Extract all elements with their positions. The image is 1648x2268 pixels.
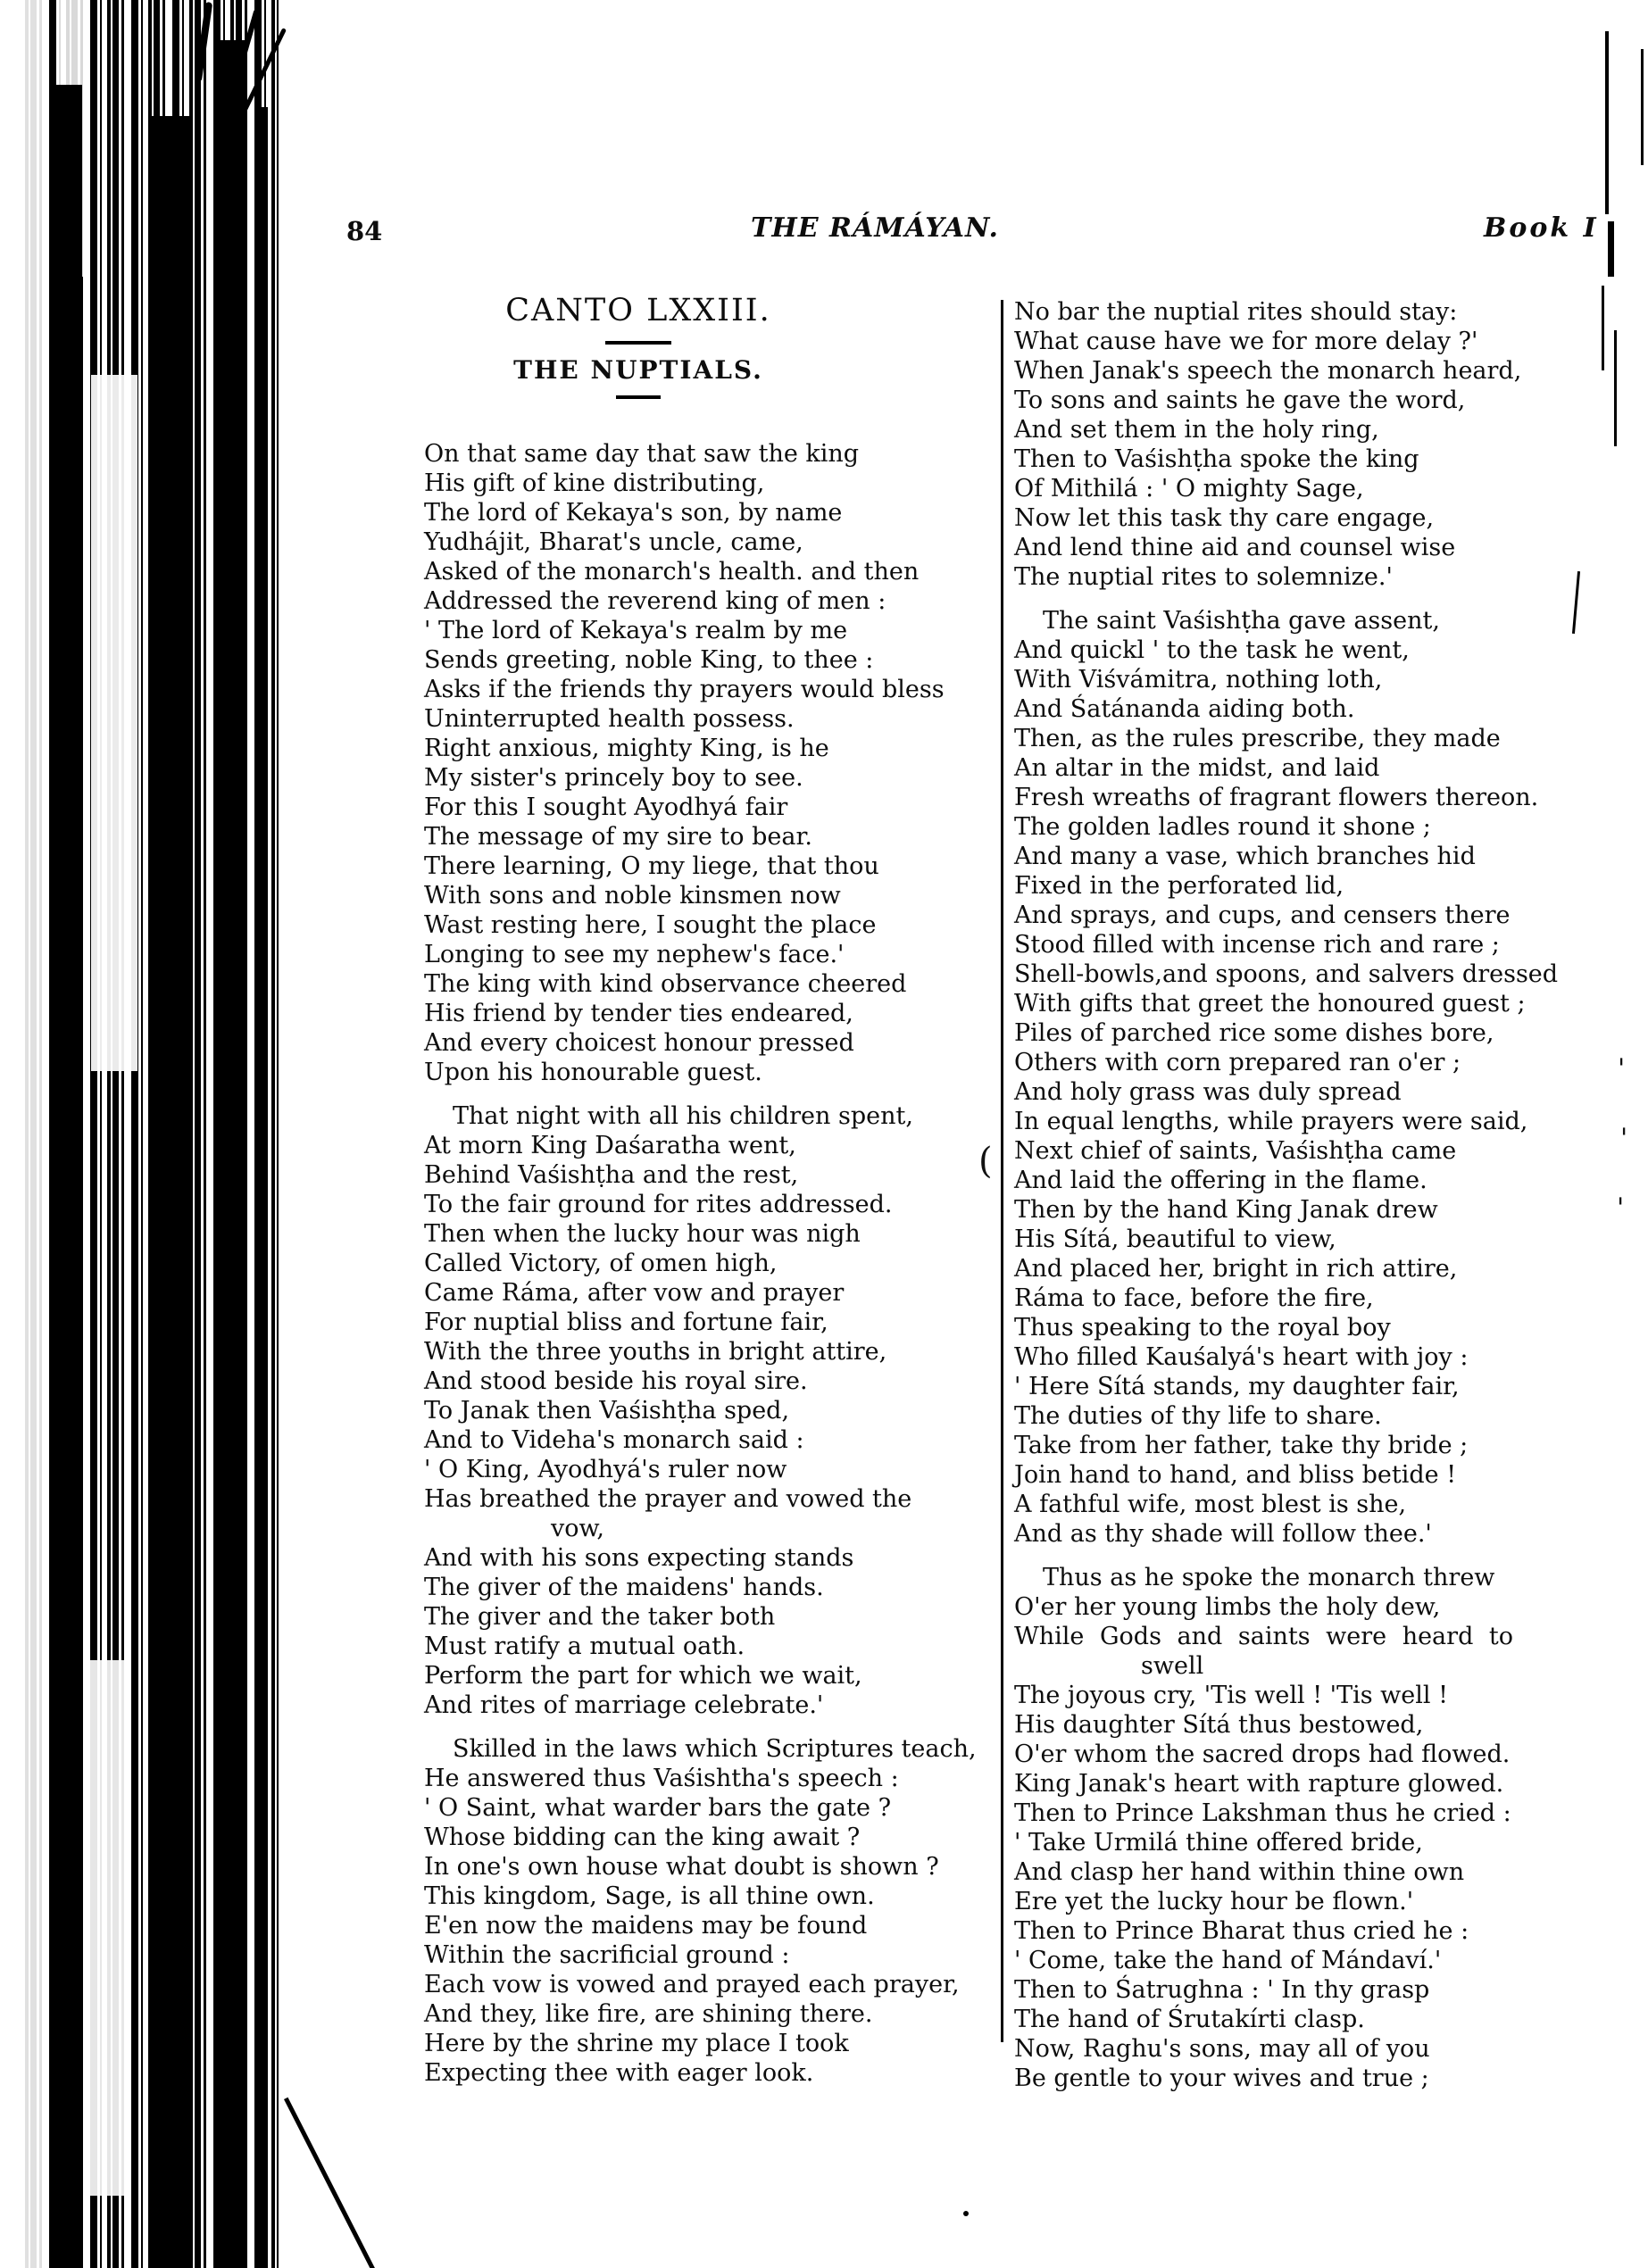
verse-line: Asked of the monarch's health. and then bbox=[424, 558, 920, 586]
verse-line: Then, as the rules prescribe, they made bbox=[1014, 725, 1501, 752]
verse-line: Then to Vaśishṭha spoke the king bbox=[1014, 445, 1419, 473]
verse-line: And set them in the holy ring, bbox=[1014, 416, 1379, 444]
scan-white-channel bbox=[87, 1660, 130, 2196]
verse-line: And many a vase, which branches hid bbox=[1014, 843, 1476, 870]
verse-line: In one's own house what doubt is shown ? bbox=[424, 1853, 939, 1881]
verse-line: Within the sacrificial ground : bbox=[424, 1941, 790, 1969]
verse-line: The hand of Śrutakírti clasp. bbox=[1014, 2006, 1365, 2033]
scan-white-channel bbox=[25, 0, 48, 2268]
verse-line: Then when the lucky hour was nigh bbox=[424, 1220, 861, 1248]
verse-line: For this I sought Ayodhyá fair bbox=[424, 793, 788, 821]
verse-line: On that same day that saw the king bbox=[424, 440, 860, 468]
scan-dot-mark bbox=[963, 2211, 969, 2216]
verse-line: The joyous cry, 'Tis well ! 'Tis well ! bbox=[1014, 1682, 1448, 1709]
verse-line: To the fair ground for rites addressed. bbox=[424, 1191, 893, 1218]
verse-line: Fresh wreaths of fragrant flowers thereon. bbox=[1014, 784, 1539, 811]
verse-line: Yudhájit, Bharat's uncle, came, bbox=[424, 528, 803, 556]
verse-line: And quickl ' to the task he went, bbox=[1014, 636, 1410, 664]
verse-line: Here by the shrine my place I took bbox=[424, 2030, 849, 2057]
verse-line: While Gods and saints were heard to bbox=[1014, 1623, 1514, 1650]
verse-line: vow, bbox=[551, 1515, 604, 1542]
verse-line: An altar in the midst, and laid bbox=[1014, 754, 1380, 782]
verse-line: And as thy shade will follow thee.' bbox=[1014, 1520, 1432, 1548]
right-verse-column bbox=[1014, 297, 1621, 2093]
verse-line: Expecting thee with eager look. bbox=[424, 2059, 814, 2087]
verse-line: Wast resting here, I sought the place bbox=[424, 911, 877, 939]
verse-line: And with his sons expecting stands bbox=[424, 1544, 854, 1572]
scan-ink-band bbox=[255, 107, 268, 2268]
stanza bbox=[424, 439, 986, 1087]
verse-line: At morn King Daśaratha went, bbox=[424, 1132, 796, 1159]
running-header-book: Book I bbox=[1484, 212, 1599, 244]
verse-line: Now, Raghu's sons, may all of you bbox=[1014, 2035, 1430, 2063]
verse-line: And to Videha's monarch said : bbox=[424, 1426, 804, 1454]
verse-line: When Janak's speech the monarch heard, bbox=[1014, 357, 1522, 385]
verse-line: Came Ráma, after vow and prayer bbox=[424, 1279, 845, 1307]
verse-line: Of Mithilá : ' O mighty Sage, bbox=[1014, 475, 1364, 503]
verse-line: ' The lord of Kekaya's realm by me bbox=[424, 617, 848, 644]
verse-line: For nuptial bliss and fortune fair, bbox=[424, 1308, 828, 1336]
verse-line: Then to Prince Bharat thus cried he : bbox=[1014, 1917, 1469, 1945]
running-header-title: THE RÁMÁYAN. bbox=[751, 212, 999, 244]
verse-line: ' O King, Ayodhyá's ruler now bbox=[424, 1456, 787, 1483]
verse-line: His gift of kine distributing, bbox=[424, 469, 765, 497]
verse-line: And Śatánanda aiding both. bbox=[1014, 695, 1355, 723]
verse-line: Now let this task thy care engage, bbox=[1014, 504, 1435, 532]
verse-line: There learning, O my liege, that thou bbox=[424, 852, 879, 880]
scan-pagecurl-line bbox=[284, 2098, 384, 2268]
verse-line: swell bbox=[1141, 1652, 1204, 1680]
scan-edge-line bbox=[1608, 221, 1614, 277]
verse-line: With Viśvámitra, nothing loth, bbox=[1014, 666, 1383, 694]
verse-line: The message of my sire to bear. bbox=[424, 823, 812, 851]
verse-line: The duties of thy life to share. bbox=[1014, 1402, 1382, 1430]
verse-line: The saint Vaśishṭha gave assent, bbox=[1043, 607, 1440, 635]
verse-line: Has breathed the prayer and vowed the bbox=[424, 1485, 912, 1513]
verse-line: In equal lengths, while prayers were said, bbox=[1014, 1108, 1528, 1135]
column-divider-rule bbox=[1001, 300, 1003, 2042]
verse-line: His daughter Sítá thus bestowed, bbox=[1014, 1711, 1424, 1739]
verse-line: And they, like fire, are shining there. bbox=[424, 2000, 873, 2028]
verse-line: Thus as he spoke the monarch threw bbox=[1043, 1564, 1495, 1591]
verse-line: ' Here Sítá stands, my daughter fair, bbox=[1014, 1373, 1460, 1400]
verse-line: With gifts that greet the honoured guest ; bbox=[1014, 990, 1526, 1018]
scan-ink-band bbox=[216, 40, 246, 2268]
page-number: 84 bbox=[346, 216, 383, 246]
verse-line: And lend thine aid and counsel wise bbox=[1014, 534, 1456, 561]
stanza bbox=[424, 1101, 986, 1720]
verse-line: And laid the offering in the flame. bbox=[1014, 1167, 1427, 1194]
verse-line: His Sítá, beautiful to view, bbox=[1014, 1225, 1336, 1253]
verse-line: Thus speaking to the royal boy bbox=[1014, 1314, 1391, 1342]
scan-white-channel bbox=[91, 375, 137, 1071]
canto-subtitle: THE NUPTIALS. bbox=[513, 355, 763, 385]
scan-binding-artifact bbox=[25, 0, 279, 2268]
verse-line: Join hand to hand, and bliss betide ! bbox=[1014, 1461, 1457, 1489]
verse-line: And stood beside his royal sire. bbox=[424, 1367, 808, 1395]
verse-line: Perform the part for which we wait, bbox=[424, 1662, 862, 1690]
scan-quote-mark: ' bbox=[1620, 1123, 1628, 1154]
stanza bbox=[424, 1734, 986, 2088]
verse-line: Sends greeting, noble King, to thee : bbox=[424, 646, 874, 674]
verse-line: Then to Śatrughna : ' In thy grasp bbox=[1014, 1976, 1430, 2004]
scan-edge-line bbox=[1641, 49, 1644, 165]
verse-line: And placed her, bright in rich attire, bbox=[1014, 1255, 1458, 1283]
verse-line: ' Come, take the hand of Mándaví.' bbox=[1014, 1947, 1442, 1974]
heading-rule bbox=[605, 341, 671, 345]
stanza bbox=[1014, 1563, 1621, 2093]
canto-title: CANTO LXXIII. bbox=[505, 293, 771, 328]
verse-line: Then by the hand King Janak drew bbox=[1014, 1196, 1438, 1224]
verse-line: And every choicest honour pressed bbox=[424, 1029, 854, 1057]
stanza bbox=[1014, 606, 1621, 1549]
verse-line: O'er her young limbs the holy dew, bbox=[1014, 1593, 1441, 1621]
verse-line: ' O Saint, what warder bars the gate ? bbox=[424, 1794, 892, 1822]
verse-line: Piles of parched rice some dishes bore, bbox=[1014, 1019, 1494, 1047]
left-verse-column bbox=[424, 439, 986, 2088]
verse-line: And rites of marriage celebrate.' bbox=[424, 1691, 824, 1719]
verse-line: A fathful wife, most blest is she, bbox=[1014, 1491, 1407, 1518]
verse-line: This kingdom, Sage, is all thine own. bbox=[424, 1882, 875, 1910]
verse-line: And sprays, and cups, and censers there bbox=[1014, 901, 1511, 929]
verse-line: Who filled Kauśalyá's heart with joy : bbox=[1014, 1343, 1469, 1371]
verse-line: O'er whom the sacred drops had flowed. bbox=[1014, 1740, 1511, 1768]
verse-line: Each vow is vowed and prayed each prayer, bbox=[424, 1971, 960, 1998]
verse-line: Uninterrupted health possess. bbox=[424, 705, 795, 733]
verse-line: Longing to see my nephew's face.' bbox=[424, 941, 845, 968]
verse-line: The lord of Kekaya's son, by name bbox=[424, 499, 843, 527]
verse-line: Stood filled with incense rich and rare ; bbox=[1014, 931, 1500, 959]
verse-line: That night with all his children spent, bbox=[453, 1102, 913, 1130]
verse-line: Skilled in the laws which Scriptures teach, bbox=[453, 1735, 977, 1763]
verse-line: What cause have we for more delay ?' bbox=[1014, 328, 1478, 355]
scan-paren-mark: ( bbox=[978, 1141, 993, 1182]
verse-line: Upon his honourable guest. bbox=[424, 1059, 762, 1086]
verse-line: Ere yet the lucky hour be flown.' bbox=[1014, 1888, 1414, 1915]
verse-line: The nuptial rites to solemnize.' bbox=[1014, 563, 1393, 591]
verse-line: He answered thus Vaśishtha's speech : bbox=[424, 1765, 899, 1792]
verse-line: Take from her father, take thy bride ; bbox=[1014, 1432, 1469, 1459]
verse-line: Behind Vaśishṭha and the rest, bbox=[424, 1161, 799, 1189]
verse-line: ' Take Urmilá thine offered bride, bbox=[1014, 1829, 1423, 1857]
verse-line: And clasp her hand within thine own bbox=[1014, 1858, 1465, 1886]
verse-line: Next chief of saints, Vaśishṭha came bbox=[1014, 1137, 1457, 1165]
scan-ink-band bbox=[148, 116, 189, 2268]
verse-line: Whose bidding can the king await ? bbox=[424, 1824, 861, 1851]
scan-quote-mark: ' bbox=[1617, 1192, 1625, 1224]
verse-line: His friend by tender ties endeared, bbox=[424, 1000, 853, 1027]
scan-edge-line bbox=[1605, 31, 1609, 214]
verse-line: Addressed the reverend king of men : bbox=[424, 587, 886, 615]
verse-line: To sons and saints he gave the word, bbox=[1014, 386, 1466, 414]
verse-line: Fixed in the perforated lid, bbox=[1014, 872, 1344, 900]
heading-rule bbox=[616, 395, 661, 399]
verse-line: And holy grass was duly spread bbox=[1014, 1078, 1402, 1106]
verse-line: With the three youths in bright attire, bbox=[424, 1338, 887, 1366]
verse-line: Be gentle to your wives and true ; bbox=[1014, 2064, 1429, 2092]
scan-quote-mark: ' bbox=[1618, 1053, 1626, 1084]
verse-line: The giver of the maidens' hands. bbox=[424, 1574, 824, 1601]
verse-line: My sister's princely boy to see. bbox=[424, 764, 803, 792]
verse-line: The king with kind observance cheered bbox=[424, 970, 907, 998]
verse-line: Shell-bowls,and spoons, and salvers dressed bbox=[1014, 960, 1559, 988]
verse-line: Ráma to face, before the fire, bbox=[1014, 1284, 1374, 1312]
verse-line: Must ratify a mutual oath. bbox=[424, 1632, 745, 1660]
canto-heading bbox=[424, 293, 853, 410]
verse-line: Asks if the friends thy prayers would bless bbox=[424, 676, 945, 703]
verse-line: E'en now the maidens may be found bbox=[424, 1912, 868, 1940]
verse-line: The golden ladles round it shone ; bbox=[1014, 813, 1431, 841]
verse-line: Others with corn prepared ran o'er ; bbox=[1014, 1049, 1461, 1076]
scan-ink-band bbox=[52, 85, 82, 2268]
verse-line: King Janak's heart with rapture glowed. bbox=[1014, 1770, 1504, 1798]
verse-line: Right anxious, mighty King, is he bbox=[424, 735, 829, 762]
verse-line: Called Victory, of omen high, bbox=[424, 1250, 778, 1277]
stanza bbox=[1014, 297, 1621, 592]
verse-line: Then to Prince Lakshman thus he cried : bbox=[1014, 1799, 1511, 1827]
verse-line: To Janak then Vaśishṭha sped, bbox=[424, 1397, 790, 1425]
verse-line: No bar the nuptial rites should stay: bbox=[1014, 298, 1458, 326]
verse-line: With sons and noble kinsmen now bbox=[424, 882, 841, 910]
verse-line: The giver and the taker both bbox=[424, 1603, 776, 1631]
